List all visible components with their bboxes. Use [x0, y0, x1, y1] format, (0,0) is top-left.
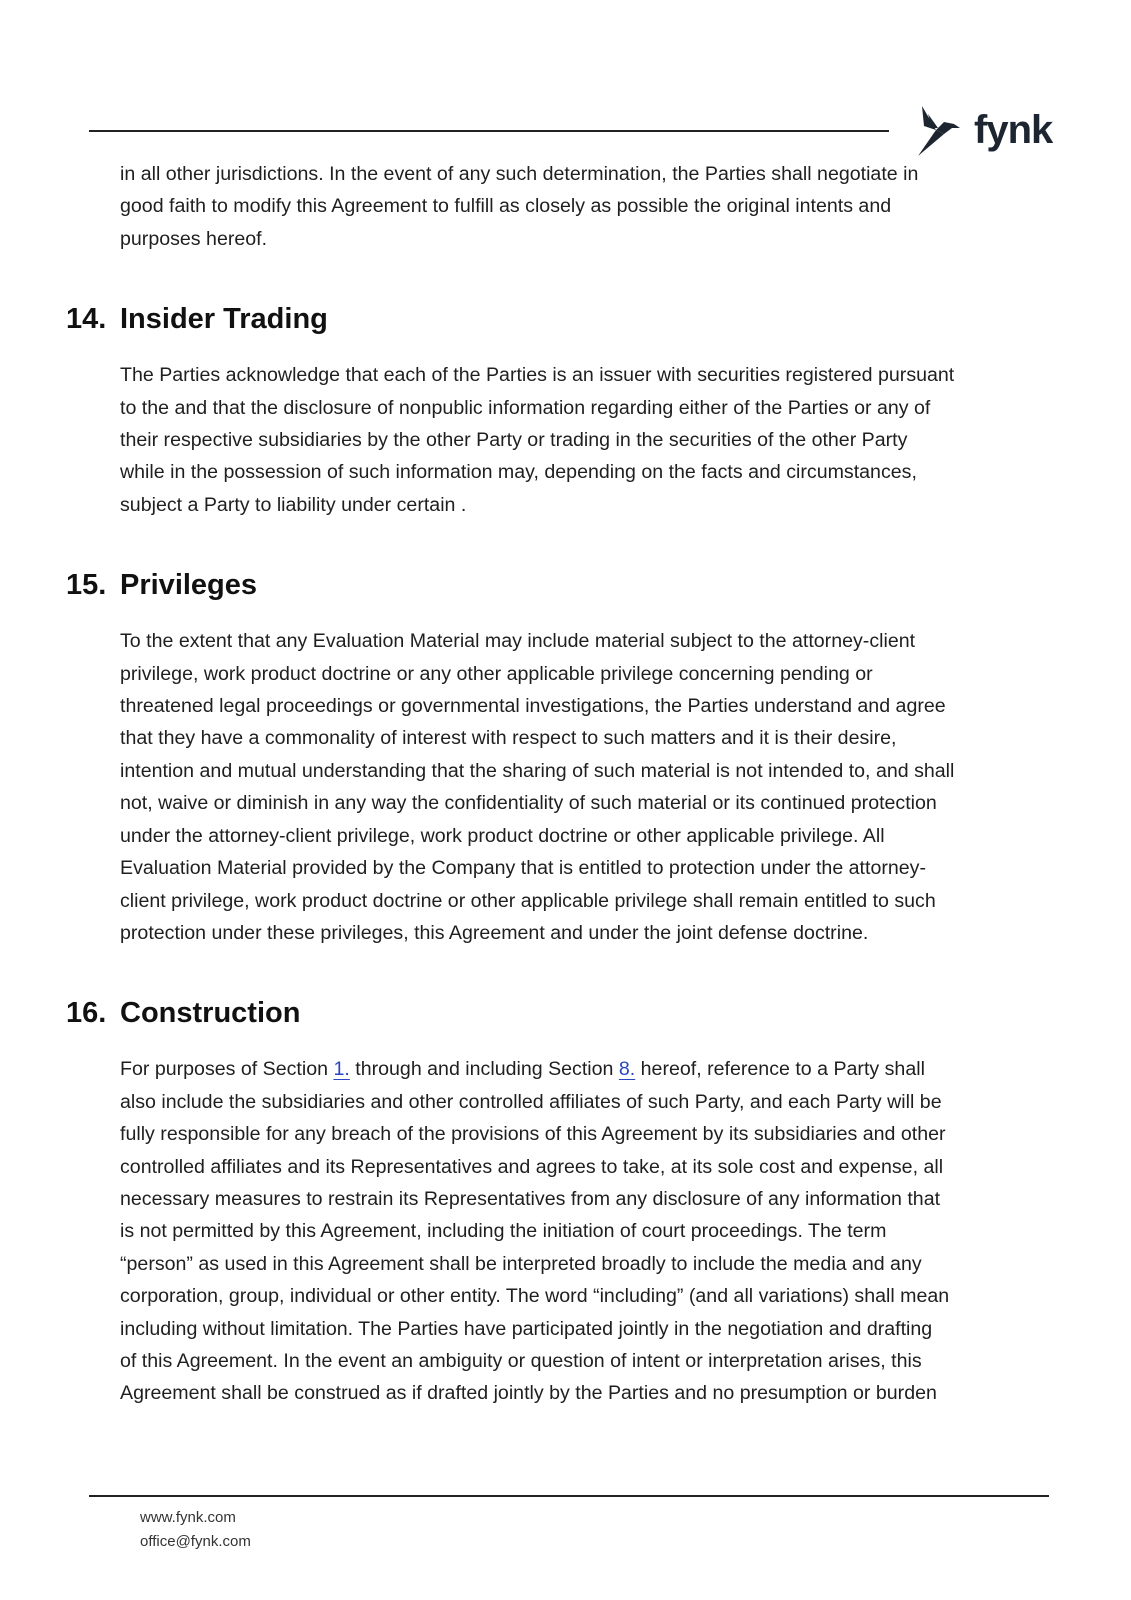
footer-website[interactable]: www.fynk.com	[140, 1509, 236, 1526]
text-line: subject a Party to liability under certain .	[120, 493, 467, 516]
text-line: corporation, group, individual or other entity. The word “including” (and all variations) shall mean	[120, 1285, 950, 1308]
section-heading-insider-trading	[66, 301, 1051, 337]
intro-paragraph	[120, 158, 1051, 255]
text-line: fully responsible for any breach of the provisions of this Agreement by its subsidiaries and other	[120, 1123, 946, 1146]
text-line: Agreement shall be construed as if drafted jointly by the Parties and no presumption or burden	[120, 1382, 937, 1405]
text-line: their respective subsidiaries by the other Party or trading in the securities of the other Party	[120, 429, 908, 452]
section-paragraph-construction	[120, 1053, 1051, 1409]
section-1-link[interactable]: 1.	[333, 1058, 350, 1081]
text-line: The Parties acknowledge that each of the Parties is an issuer with securities registered pursuant	[120, 364, 955, 387]
text-line: necessary measures to restrain its Representatives from any disclosure of any information that	[120, 1187, 941, 1210]
footer-divider	[89, 1495, 1049, 1497]
section-heading-construction	[66, 995, 1051, 1031]
page-footer	[140, 1506, 251, 1554]
text-line: of this Agreement. In the event an ambiguity or question of intent or interpretation arises, this	[120, 1349, 922, 1372]
text-line: intention and mutual understanding that the sharing of such material is not intended to, and shall	[120, 759, 955, 782]
text-line: under the attorney-client privilege, work product doctrine or other applicable privilege. All	[120, 824, 885, 847]
header-divider	[89, 130, 889, 132]
text-line: in all other jurisdictions. In the event of any such determination, the Parties shall negotiate in	[120, 163, 919, 185]
section-title: Privileges	[120, 569, 258, 602]
section-number: 14.	[66, 303, 107, 336]
text-line: good faith to modify this Agreement to fulfill as closely as possible the original intents and	[120, 195, 892, 218]
logo-wordmark: fynk	[974, 108, 1053, 152]
section-number: 15.	[66, 569, 107, 602]
footer-email[interactable]: office@fynk.com	[140, 1533, 251, 1550]
text-line: Evaluation Material provided by the Company that is entitled to protection under the attorney-	[120, 857, 926, 880]
section-paragraph-privileges	[120, 625, 1051, 949]
text-line: To the extent that any Evaluation Material may include material subject to the attorney-client	[120, 630, 916, 653]
document-body	[66, 158, 1051, 1410]
text-line: is not permitted by this Agreement, including the initiation of court proceedings. The term	[120, 1220, 887, 1243]
text-line: that they have a commonality of interest with respect to such matters and it is their desire,	[120, 727, 897, 750]
text-line: to the and that the disclosure of nonpublic information regarding either of the Parties or any of	[120, 396, 931, 419]
text-fragment: hereof, reference to a Party shall	[635, 1058, 925, 1081]
bird-logo-icon	[914, 104, 970, 160]
text-line: “person” as used in this Agreement shall be interpreted broadly to include the media and any	[120, 1252, 922, 1275]
text-line: also include the subsidiaries and other controlled affiliates of such Party, and each Party will be	[120, 1090, 942, 1113]
text-line: controlled affiliates and its Representatives and agrees to take, at its sole cost and expense, all	[120, 1155, 944, 1178]
text-line: while in the possession of such information may, depending on the facts and circumstances,	[120, 461, 917, 484]
section-8-link[interactable]: 8.	[618, 1058, 636, 1081]
text-line	[120, 1053, 1051, 1085]
section-paragraph-insider-trading	[120, 359, 1051, 521]
text-line: purposes hereof.	[120, 227, 268, 250]
text-line: including without limitation. The Parties have participated jointly in the negotiation and drafting	[120, 1317, 933, 1340]
text-line: protection under these privileges, this Agreement and under the joint defense doctrine.	[120, 921, 869, 944]
section-heading-privileges	[66, 567, 1051, 603]
section-title: Insider Trading	[120, 303, 328, 336]
text-fragment: through and including Section	[349, 1058, 619, 1081]
text-fragment: For purposes of Section	[120, 1058, 334, 1081]
text-line: privilege, work product doctrine or any other applicable privilege concerning pending or	[120, 662, 873, 685]
section-number: 16.	[66, 997, 107, 1030]
text-line: threatened legal proceedings or governmental investigations, the Parties understand and agree	[120, 695, 946, 718]
fynk-logo	[914, 104, 1053, 160]
text-line: not, waive or diminish in any way the confidentiality of such material or its continued protection	[120, 792, 937, 815]
text-line: client privilege, work product doctrine or other applicable privilege shall remain entitled to such	[120, 889, 936, 912]
section-title: Construction	[120, 997, 301, 1030]
